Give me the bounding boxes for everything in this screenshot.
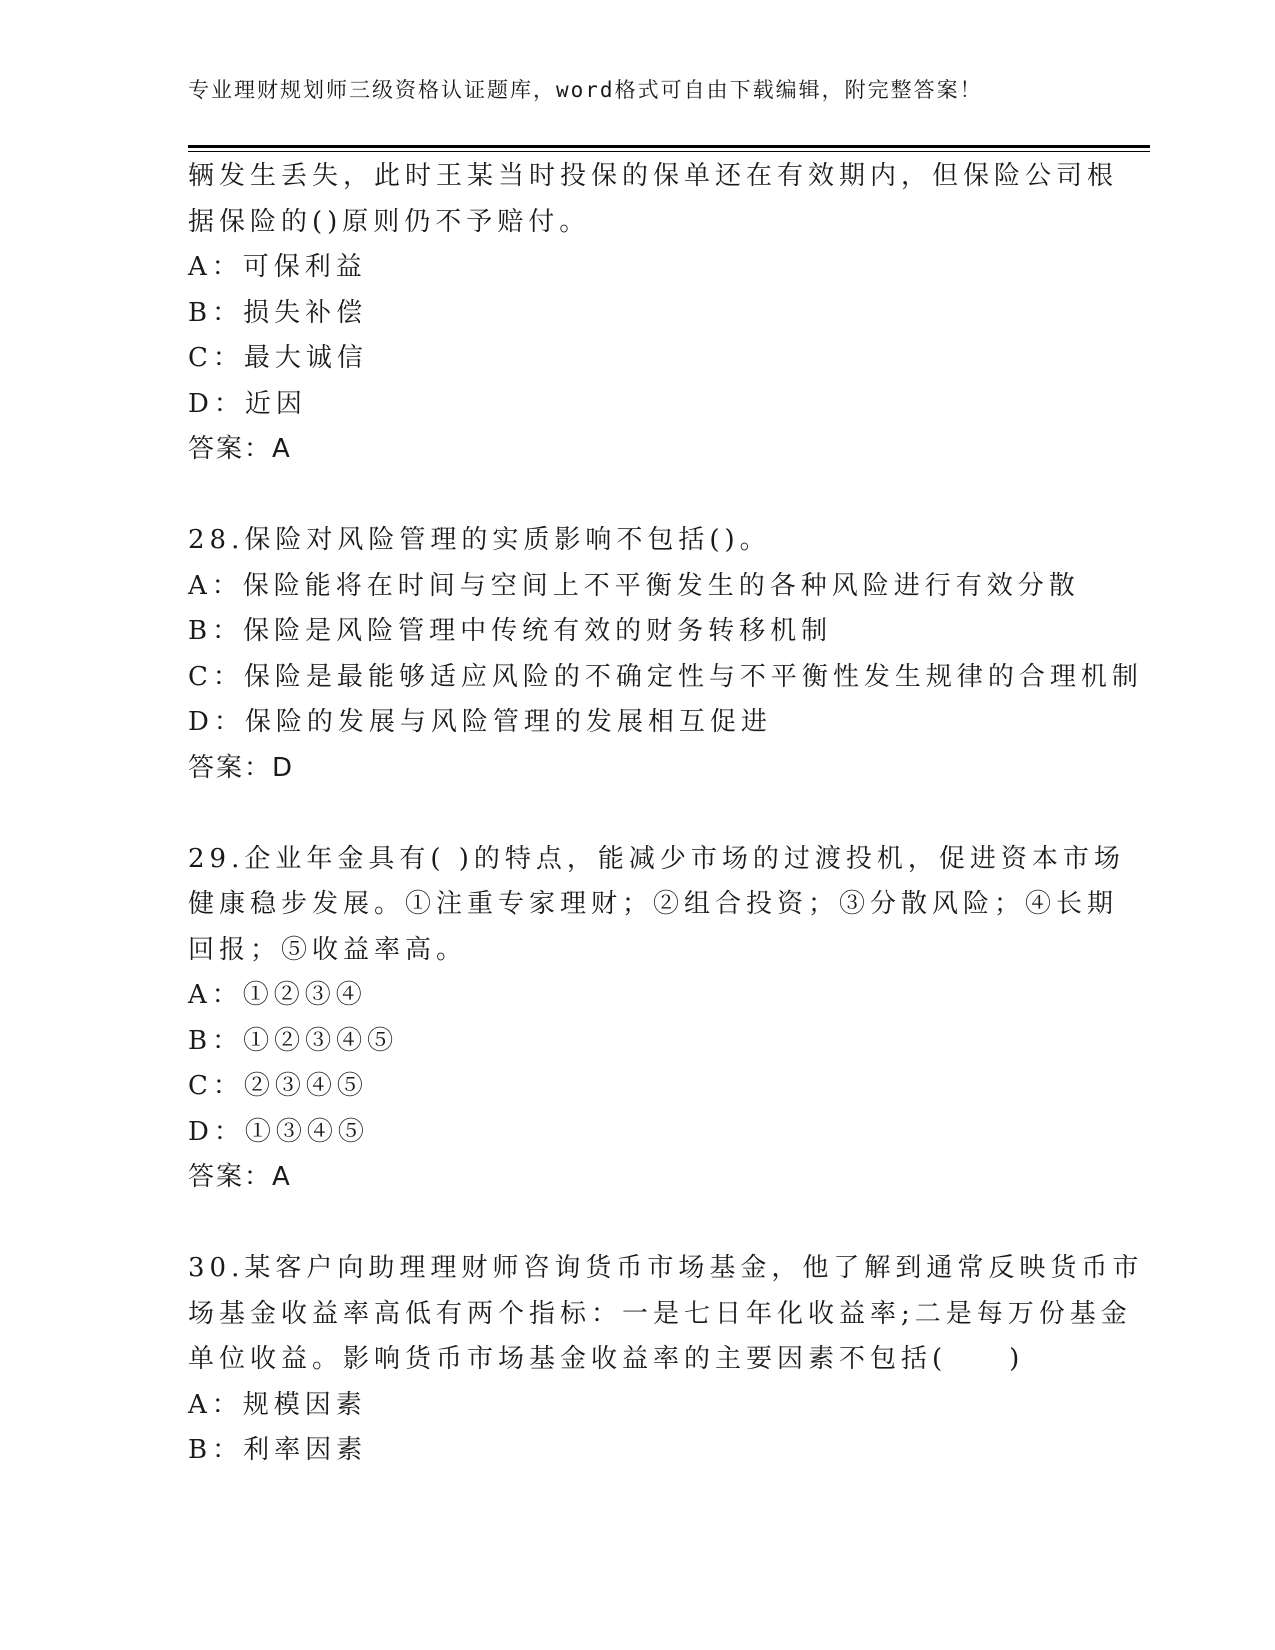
- answer: 答案：A: [188, 1162, 292, 1192]
- option-b: B：损失补偿: [188, 297, 368, 328]
- spacer: [188, 1201, 1088, 1247]
- question-29: [188, 837, 1125, 1201]
- header-rule-thick: [188, 145, 1150, 148]
- page-header: 专业理财规划师三级资格认证题库，word格式可自由下载编辑，附完整答案！: [188, 78, 983, 102]
- option-d: D：①③④⑤: [188, 1116, 369, 1147]
- document-body: [188, 154, 1144, 1474]
- question-28: [188, 518, 1143, 791]
- answer: 答案：D: [188, 752, 295, 783]
- question-stem-line: 30.某客户向助理理财师咨询货币市场基金，他了解到通常反映货币市: [188, 1253, 1144, 1283]
- header-rule-thin: [188, 151, 1150, 152]
- option-a: A：保险能将在时间与空间上不平衡发生的各种风险进行有效分散: [188, 570, 1080, 601]
- option-b: B：利率因素: [188, 1435, 368, 1465]
- option-a: A：可保利益: [188, 252, 367, 282]
- option-d: D：保险的发展与风险管理的发展相互促进: [188, 707, 772, 737]
- question-27: [188, 154, 1119, 473]
- option-c: C：最大诚信: [188, 343, 368, 373]
- question-stem-line: 健康稳步发展。①注重专家理财；②组合投资；③分散风险；④长期: [188, 889, 1119, 919]
- question-stem-line: 据保险的()原则仍不予赔付。: [188, 206, 591, 237]
- spacer: [188, 473, 1088, 519]
- question-stem-line: 场基金收益率高低有两个指标：一是七日年化收益率;二是每万份基金: [188, 1298, 1132, 1329]
- question-30: [188, 1246, 1144, 1474]
- spacer: [188, 791, 1088, 837]
- option-b: B：①②③④⑤: [188, 1025, 399, 1056]
- option-a: A：规模因素: [188, 1389, 367, 1420]
- question-stem-line: 29.企业年金具有( )的特点，能减少市场的过渡投机，促进资本市场: [188, 843, 1125, 874]
- question-stem-line: 回报；⑤收益率高。: [188, 934, 468, 965]
- question-stem-line: 单位收益。影响货币市场基金收益率的主要因素不包括( ): [188, 1344, 1025, 1374]
- option-d: D：近因: [188, 388, 307, 419]
- question-stem-line: 辆发生丢失，此时王某当时投保的保单还在有效期内，但保险公司根: [188, 161, 1119, 191]
- option-c: C：②③④⑤: [188, 1071, 368, 1101]
- question-stem-line: 28.保险对风险管理的实质影响不包括()。: [188, 525, 771, 555]
- option-a: A：①②③④: [188, 980, 367, 1010]
- option-c: C：保险是最能够适应风险的不确定性与不平衡性发生规律的合理机制: [188, 661, 1143, 692]
- option-b: B：保险是风险管理中传统有效的财务转移机制: [188, 616, 833, 646]
- answer: 答案：A: [188, 434, 292, 464]
